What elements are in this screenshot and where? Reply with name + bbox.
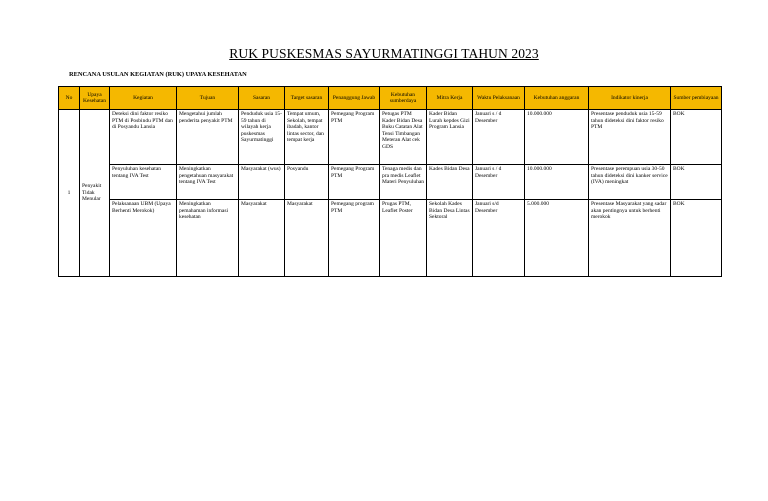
cell-kebutuhan-anggaran: 10.000.000 xyxy=(525,110,589,165)
table-row xyxy=(59,200,722,277)
cell-kegiatan: Penyuluhan kesehatan tentang IVA Test xyxy=(110,165,177,200)
cell-tujuan: Meningkatkan pemahaman informasi kesehatan xyxy=(177,200,239,277)
header-kegiatan: Kegiatan xyxy=(110,87,177,110)
header-sasaran: Sasaran xyxy=(239,87,285,110)
cell-penanggung-jawab: Pemegang Program PTM xyxy=(329,165,380,200)
cell-waktu-pelaksanaan: Januari s/d Desember xyxy=(473,200,525,277)
cell-upaya-kesehatan: Penyakit Tidak Menular xyxy=(80,110,110,277)
cell-tujuan: Meningkatkan pengetahuan masyarakat tentang IVA Test xyxy=(177,165,239,200)
cell-kebutuhan-anggaran: 5.000.000 xyxy=(525,200,589,277)
cell-tujuan: Mengetahui jumlah penderita penyakit PTM xyxy=(177,110,239,165)
cell-sasaran: Masyarakat (wus) xyxy=(239,165,285,200)
cell-mitra-kerja: Kader Bidan Lurah kepdes Gizi Program Lansia xyxy=(427,110,473,165)
cell-indikator-kinerja: Presentase Masyarakat yang sadar akan pentingnya untuk berhenti merokok xyxy=(589,200,671,277)
header-no: No xyxy=(59,87,80,110)
cell-penanggung-jawab: Pemegang program PTM xyxy=(329,200,380,277)
header-kebutuhan-anggaran: Kebutuhan anggaran xyxy=(525,87,589,110)
header-tujuan: Tujuan xyxy=(177,87,239,110)
cell-sumber-pembiayaan: BOK xyxy=(671,110,722,165)
cell-mitra-kerja: Sekolah Kades Bidan Desa Lintas Sektoral xyxy=(427,200,473,277)
cell-waktu-pelaksanaan: Januari s / d Desember xyxy=(473,110,525,165)
header-sumber-pembiayaan: Sumber pembiayaan xyxy=(671,87,722,110)
header-upaya-kesehatan: Upaya Kesehatan xyxy=(80,87,110,110)
document-subtitle: RENCANA USULAN KEGIATAN (RUK) UPAYA KESEHATAN xyxy=(69,71,247,78)
cell-kebutuhan-sumberdaya: Prugas PTM, Leaflet Poster xyxy=(380,200,427,277)
cell-target-sasaran: Masyarakat xyxy=(285,200,329,277)
cell-target-sasaran: Tempat umum, Sekolah, tempat ibadah, kantor lintas sector, dan tempat kerja xyxy=(285,110,329,165)
cell-sumber-pembiayaan: BOK xyxy=(671,165,722,200)
cell-kebutuhan-sumberdaya: Tenaga medis dan pra medis Leaflet Materi Penyuluhan xyxy=(380,165,427,200)
cell-kebutuhan-sumberdaya: Petugas PTM Kader Bidan Desa Buku Catatan Alat Tensi Timbangan Meteran Alat cek GDS xyxy=(380,110,427,165)
header-waktu-pelaksanaan: Waktu Pelaksanaan xyxy=(473,87,525,110)
header-mitra-kerja: Mitra Kerja xyxy=(427,87,473,110)
table-row xyxy=(59,165,722,200)
cell-target-sasaran: Posyandu xyxy=(285,165,329,200)
cell-indikator-kinerja: Presentase perempuan usia 30-50 tahun dideteksi dini kanker service (IVA) meningkat xyxy=(589,165,671,200)
document-title: RUK PUSKESMAS SAYURMATINGGI TAHUN 2023 xyxy=(229,46,539,61)
cell-kegiatan: Deteksi dini faktor resiko PTM di Posbindu PTM dan di Posyandu Lansia xyxy=(110,110,177,165)
header-indikator-kinerja: Indikator kinerja xyxy=(589,87,671,110)
header-kebutuhan-sumberdaya: Kebutuhan sumberdaya xyxy=(380,87,427,110)
cell-mitra-kerja: Kades Bidan Desa xyxy=(427,165,473,200)
cell-penanggung-jawab: Pemegang Program PTM xyxy=(329,110,380,165)
table-row xyxy=(59,110,722,165)
cell-kegiatan: Pelaksanaan UBM (Upaya Berhenti Merokok) xyxy=(110,200,177,277)
cell-no: 1 xyxy=(59,110,80,277)
cell-kebutuhan-anggaran: 10.000.000 xyxy=(525,165,589,200)
ruk-table xyxy=(58,86,722,277)
header-penanggung-jawab: Penanggung Jawab xyxy=(329,87,380,110)
cell-sasaran: Masyarakat xyxy=(239,200,285,277)
cell-waktu-pelaksanaan: Januari s / d Desember xyxy=(473,165,525,200)
cell-indikator-kinerja: Presentase penduduk usia 15-59 tahun dideteksi dini faktor resiko PTM xyxy=(589,110,671,165)
header-row xyxy=(59,87,722,110)
header-target-sasaran: Target sasaran xyxy=(285,87,329,110)
cell-sasaran: Penduduk usia 15-59 tahun di wilayah kerja puskesmas Sayurmatinggi xyxy=(239,110,285,165)
cell-sumber-pembiayaan: BOK xyxy=(671,200,722,277)
